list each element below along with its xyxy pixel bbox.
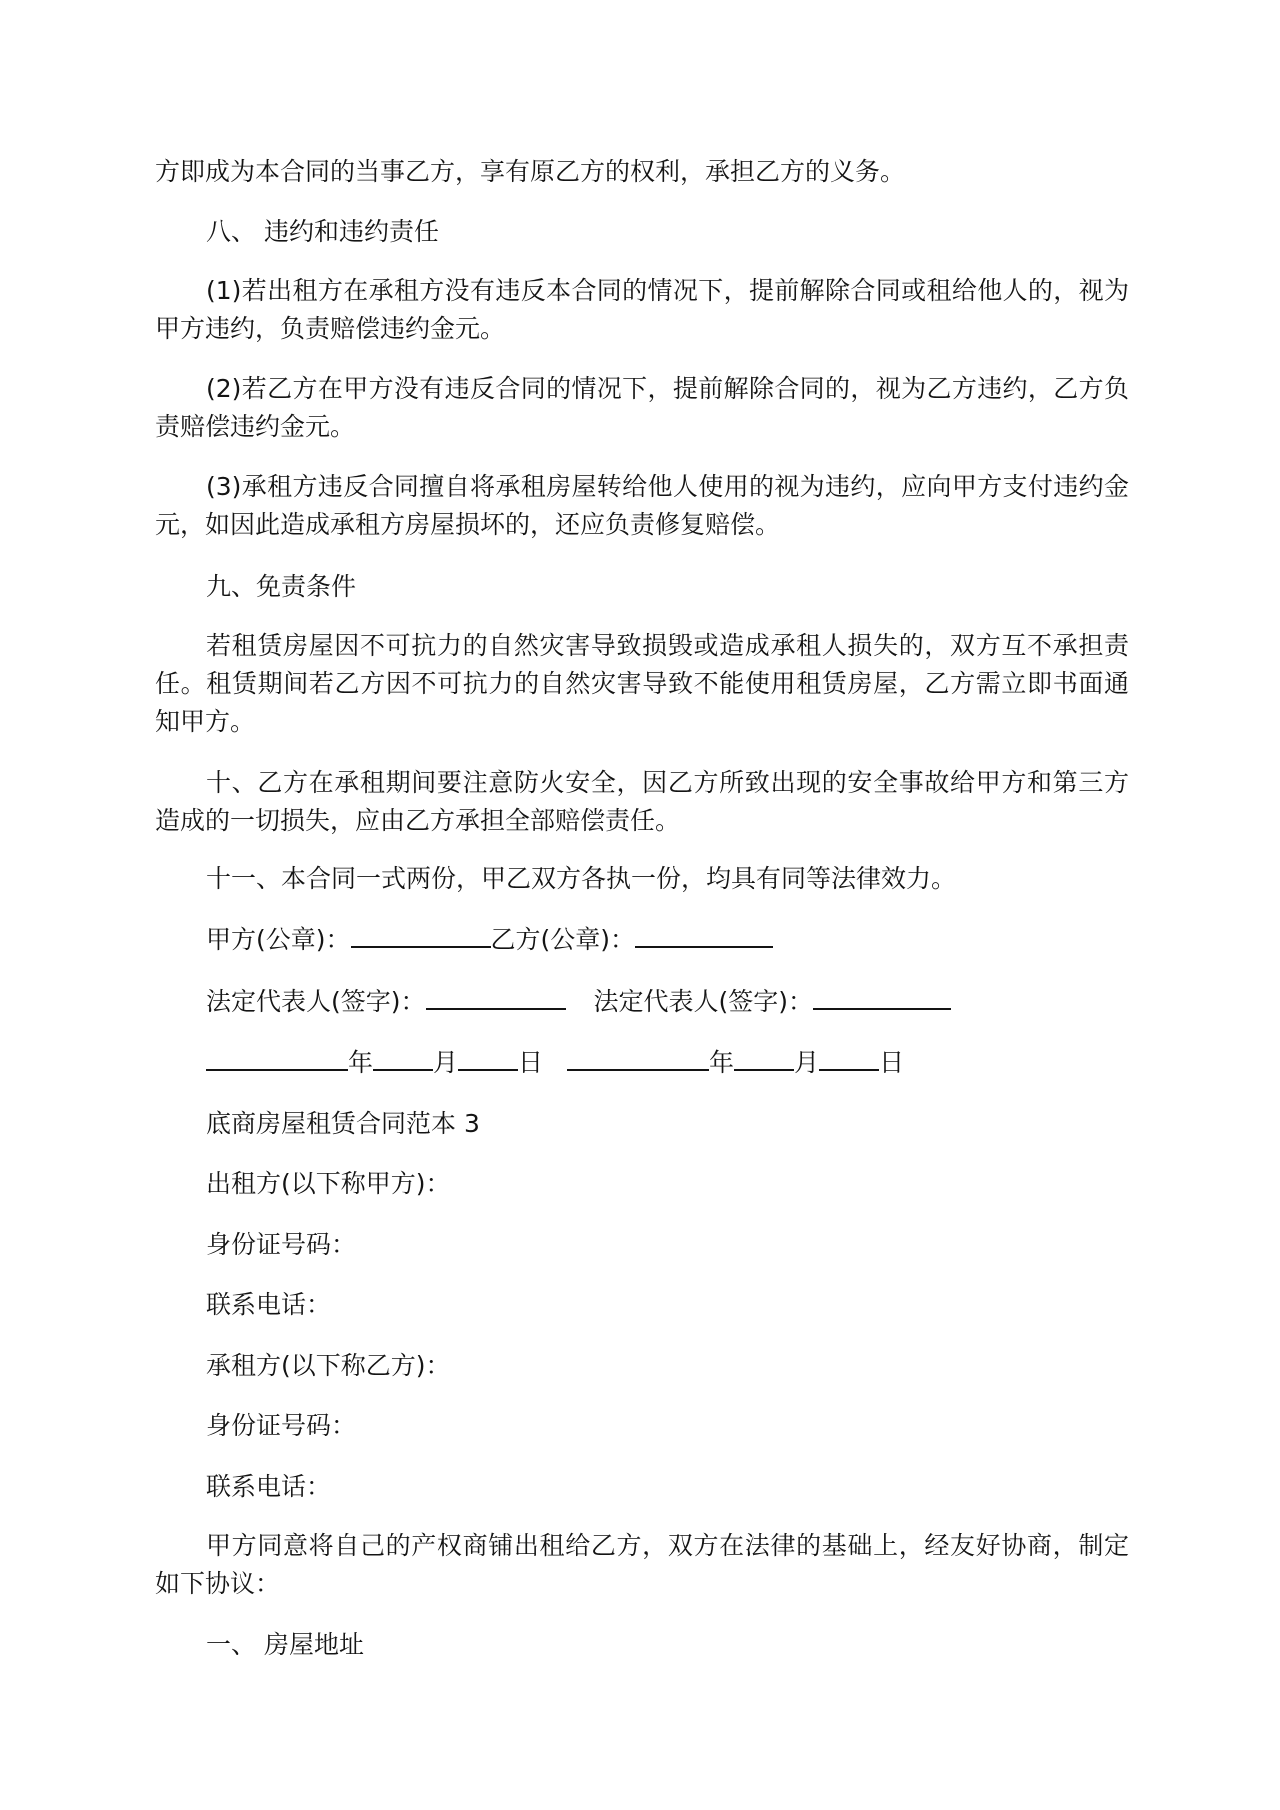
continuation-text: 方即成为本合同的当事乙方，享有原乙方的权利，承担乙方的义务。 — [155, 157, 906, 186]
party-a-seal-blank — [351, 922, 491, 948]
party-a-seal-label: 甲方(公章)： — [206, 925, 351, 954]
lessor-label: 出租方(以下称甲方)： — [206, 1169, 451, 1198]
rep-a-label: 法定代表人(签字)： — [206, 987, 426, 1016]
date-a-month-label: 月 — [433, 1048, 459, 1077]
phone-a-label: 联系电话： — [206, 1290, 332, 1319]
rep-b-blank — [813, 984, 951, 1010]
id-number-b-label: 身份证号码： — [206, 1411, 357, 1440]
clause-9: 若租赁房屋因不可抗力的自然灾害导致损毁或造成承租人损失的，双方互不承担责任。租赁期间若乙方因不可抗力的自然灾害导致不能使用租赁房屋，乙方需立即书面通知甲方。 — [155, 631, 1129, 736]
rep-b-label: 法定代表人(签字)： — [593, 987, 814, 1016]
agreement-intro: 甲方同意将自己的产权商铺出租给乙方，双方在法律的基础上，经友好协商，制定如下协议： — [155, 1531, 1129, 1598]
date-a-month-blank — [373, 1045, 433, 1071]
date-a-day-blank — [458, 1045, 518, 1071]
date-b-month-label: 月 — [794, 1048, 820, 1077]
clause-10: 十、乙方在承租期间要注意防火安全，因乙方所致出现的安全事故给甲方和第三方造成的一切损失，应由乙方承担全部赔偿责任。 — [155, 768, 1129, 835]
date-row — [206, 1045, 904, 1080]
seal-row — [206, 922, 773, 957]
template-3-title: 底商房屋租赁合同范本 3 — [206, 1109, 480, 1138]
clause-8-2: (2)若乙方在甲方没有违反合同的情况下，提前解除合同的，视为乙方违约，乙方负责赔偿违约金元。 — [155, 374, 1129, 441]
section-1-heading: 一、 房屋地址 — [206, 1630, 364, 1659]
rep-a-blank — [426, 984, 566, 1010]
clause-11: 十一、本合同一式两份，甲乙双方各执一份，均具有同等法律效力。 — [206, 864, 957, 893]
phone-b-label: 联系电话： — [206, 1472, 332, 1501]
date-b-day-label: 日 — [879, 1048, 905, 1077]
section-8-heading: 八、 违约和违约责任 — [206, 217, 439, 246]
date-a-year-blank — [206, 1045, 348, 1071]
date-a-day-label: 日 — [518, 1048, 544, 1077]
section-9-heading: 九、免责条件 — [206, 572, 357, 601]
clause-8-1: (1)若出租方在承租方没有违反本合同的情况下，提前解除合同或租给他人的，视为甲方违约，负责赔偿违约金元。 — [155, 276, 1129, 343]
date-b-year-label: 年 — [709, 1048, 735, 1077]
id-number-a-label: 身份证号码： — [206, 1230, 357, 1259]
clause-8-3: (3)承租方违反合同擅自将承租房屋转给他人使用的视为违约，应向甲方支付违约金元，如因此造成承租方房屋损坏的，还应负责修复赔偿。 — [155, 472, 1129, 539]
date-b-year-blank — [567, 1045, 709, 1071]
party-b-seal-label: 乙方(公章)： — [490, 925, 636, 954]
date-b-day-blank — [819, 1045, 879, 1071]
representative-row — [206, 984, 951, 1019]
party-b-seal-blank — [635, 922, 773, 948]
date-b-month-blank — [734, 1045, 794, 1071]
date-a-year-label: 年 — [348, 1048, 374, 1077]
lessee-label: 承租方(以下称乙方)： — [206, 1351, 451, 1380]
